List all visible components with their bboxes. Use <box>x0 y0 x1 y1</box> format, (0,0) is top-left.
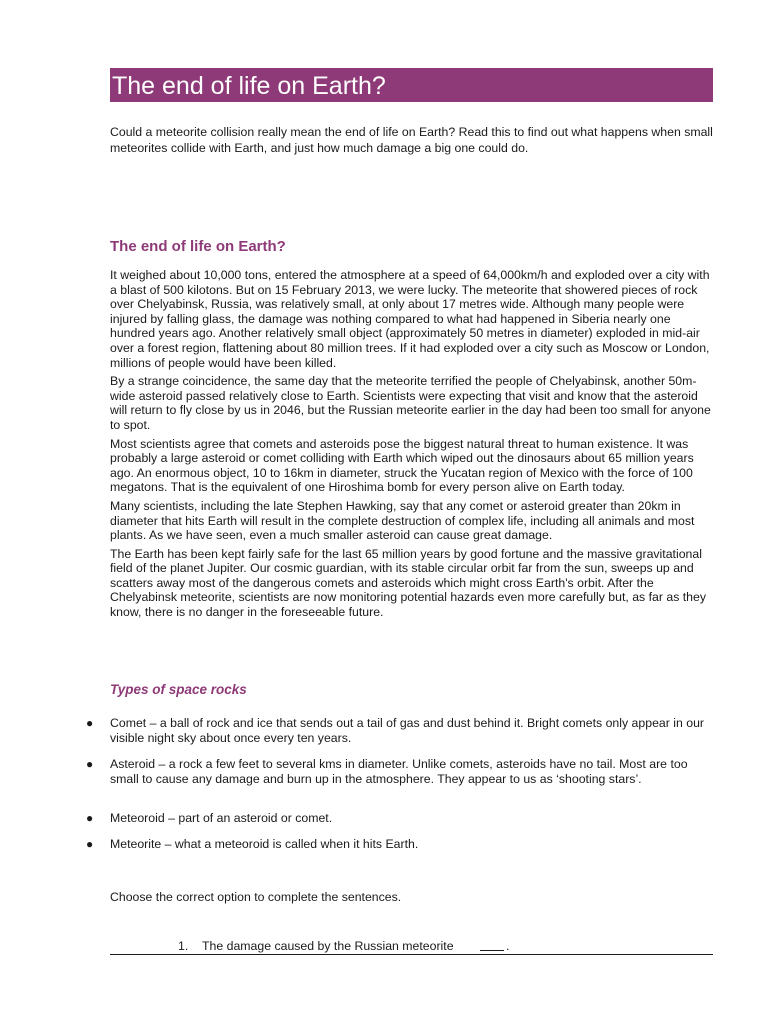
types-heading: Types of space rocks <box>110 682 247 697</box>
bullet-icon: ● <box>86 837 94 851</box>
question-end: . <box>506 939 510 953</box>
article-paragraph: The Earth has been kept fairly safe for the last 65 million years by good fortune and the massive gravitational field of the planet Jupiter. Our cosmic guardian, with its stable circular orbit far from the sun, sweeps up and scatters away most of the dangerous comets and asteroids which might cross Earth's orbit. After the Chelyabinsk meteorite, scientists are now monitoring potential hazards even more carefully but, as far as they know, there is no danger in the foreseeable future. <box>110 546 707 620</box>
question-row <box>110 938 713 955</box>
list-item-text: Comet – a ball of rock and ice that sends out a tail of gas and dust behind it. Bright comets only appear in our visible night sky about once every ten years. <box>110 716 705 745</box>
article-paragraph: Most scientists agree that comets and asteroids pose the biggest natural threat to human existence. It was probably a large asteroid or comet colliding with Earth which wiped out the dinosaurs about 65 million years ago. An enormous object, 10 to 16km in diameter, struck the Yucatan region of Mexico with the force of 100 megatons. That is the equivalent of one Hiroshima bomb for every person alive on Earth today. <box>110 436 694 495</box>
list-item-text: Asteroid – a rock a few feet to several kms in diameter. Unlike comets, asteroids have no tail. Most are too small to cause any damage and burn up in the atmosphere. They appear to us as ‘shooting stars’. <box>110 757 688 786</box>
article-paragraph: It weighed about 10,000 tons, entered the atmosphere at a speed of 64,000km/h and exploded over a city with a blast of 500 kilotons. But on 15 February 2013, we were lucky. The meteorite that showered pieces of rock over Chelyabinsk, Russia, was relatively small, at only about 17 metres wide. Although many people were injured by falling glass, the damage was nothing compared to what had happened in Siberia nearly one hundred years ago. Another relatively small object (approximately 50 metres in diameter) exploded in mid-air over a forest region, flattening about 80 million trees. If it had exploded over a city such as Moscow or London, millions of people would have been killed. <box>110 268 710 370</box>
page-title: The end of life on Earth? <box>110 68 713 102</box>
question-number: 1. <box>178 939 189 953</box>
bullet-icon: ● <box>86 716 94 730</box>
article-heading: The end of life on Earth? <box>110 238 286 255</box>
list-item-text: Meteoroid – part of an asteroid or comet. <box>110 811 333 825</box>
article-body <box>110 268 714 624</box>
article-paragraph: Many scientists, including the late Stephen Hawking, say that any comet or asteroid greater than 20km in diameter that hits Earth will result in the complete destruction of complex life, including all animals and most plants. As we have seen, even a much smaller asteroid can cause great damage. <box>110 498 695 543</box>
intro-paragraph: Could a meteorite collision really mean the end of life on Earth? Read this to find out what happens when small meteorites collide with Earth, and just how much damage a big one could do. <box>110 125 713 155</box>
article-paragraph: By a strange coincidence, the same day that the meteorite terrified the people of Chelyabinsk, another 50m-wide asteroid passed relatively close to Earth. Scientists were expecting that visit and know that the asteroid will return to fly close by us in 2046, but the Russian meteorite earlier in the day had been too small for anyone to spot. <box>110 374 711 432</box>
answer-blank[interactable] <box>480 938 504 951</box>
bullet-icon: ● <box>86 811 94 825</box>
bullet-icon: ● <box>86 757 94 771</box>
exercise-instruction: Choose the correct option to complete the sentences. <box>110 890 402 904</box>
list-item-text: Meteorite – what a meteoroid is called when it hits Earth. <box>110 837 419 851</box>
question-text: The damage caused by the Russian meteorite <box>202 939 454 953</box>
